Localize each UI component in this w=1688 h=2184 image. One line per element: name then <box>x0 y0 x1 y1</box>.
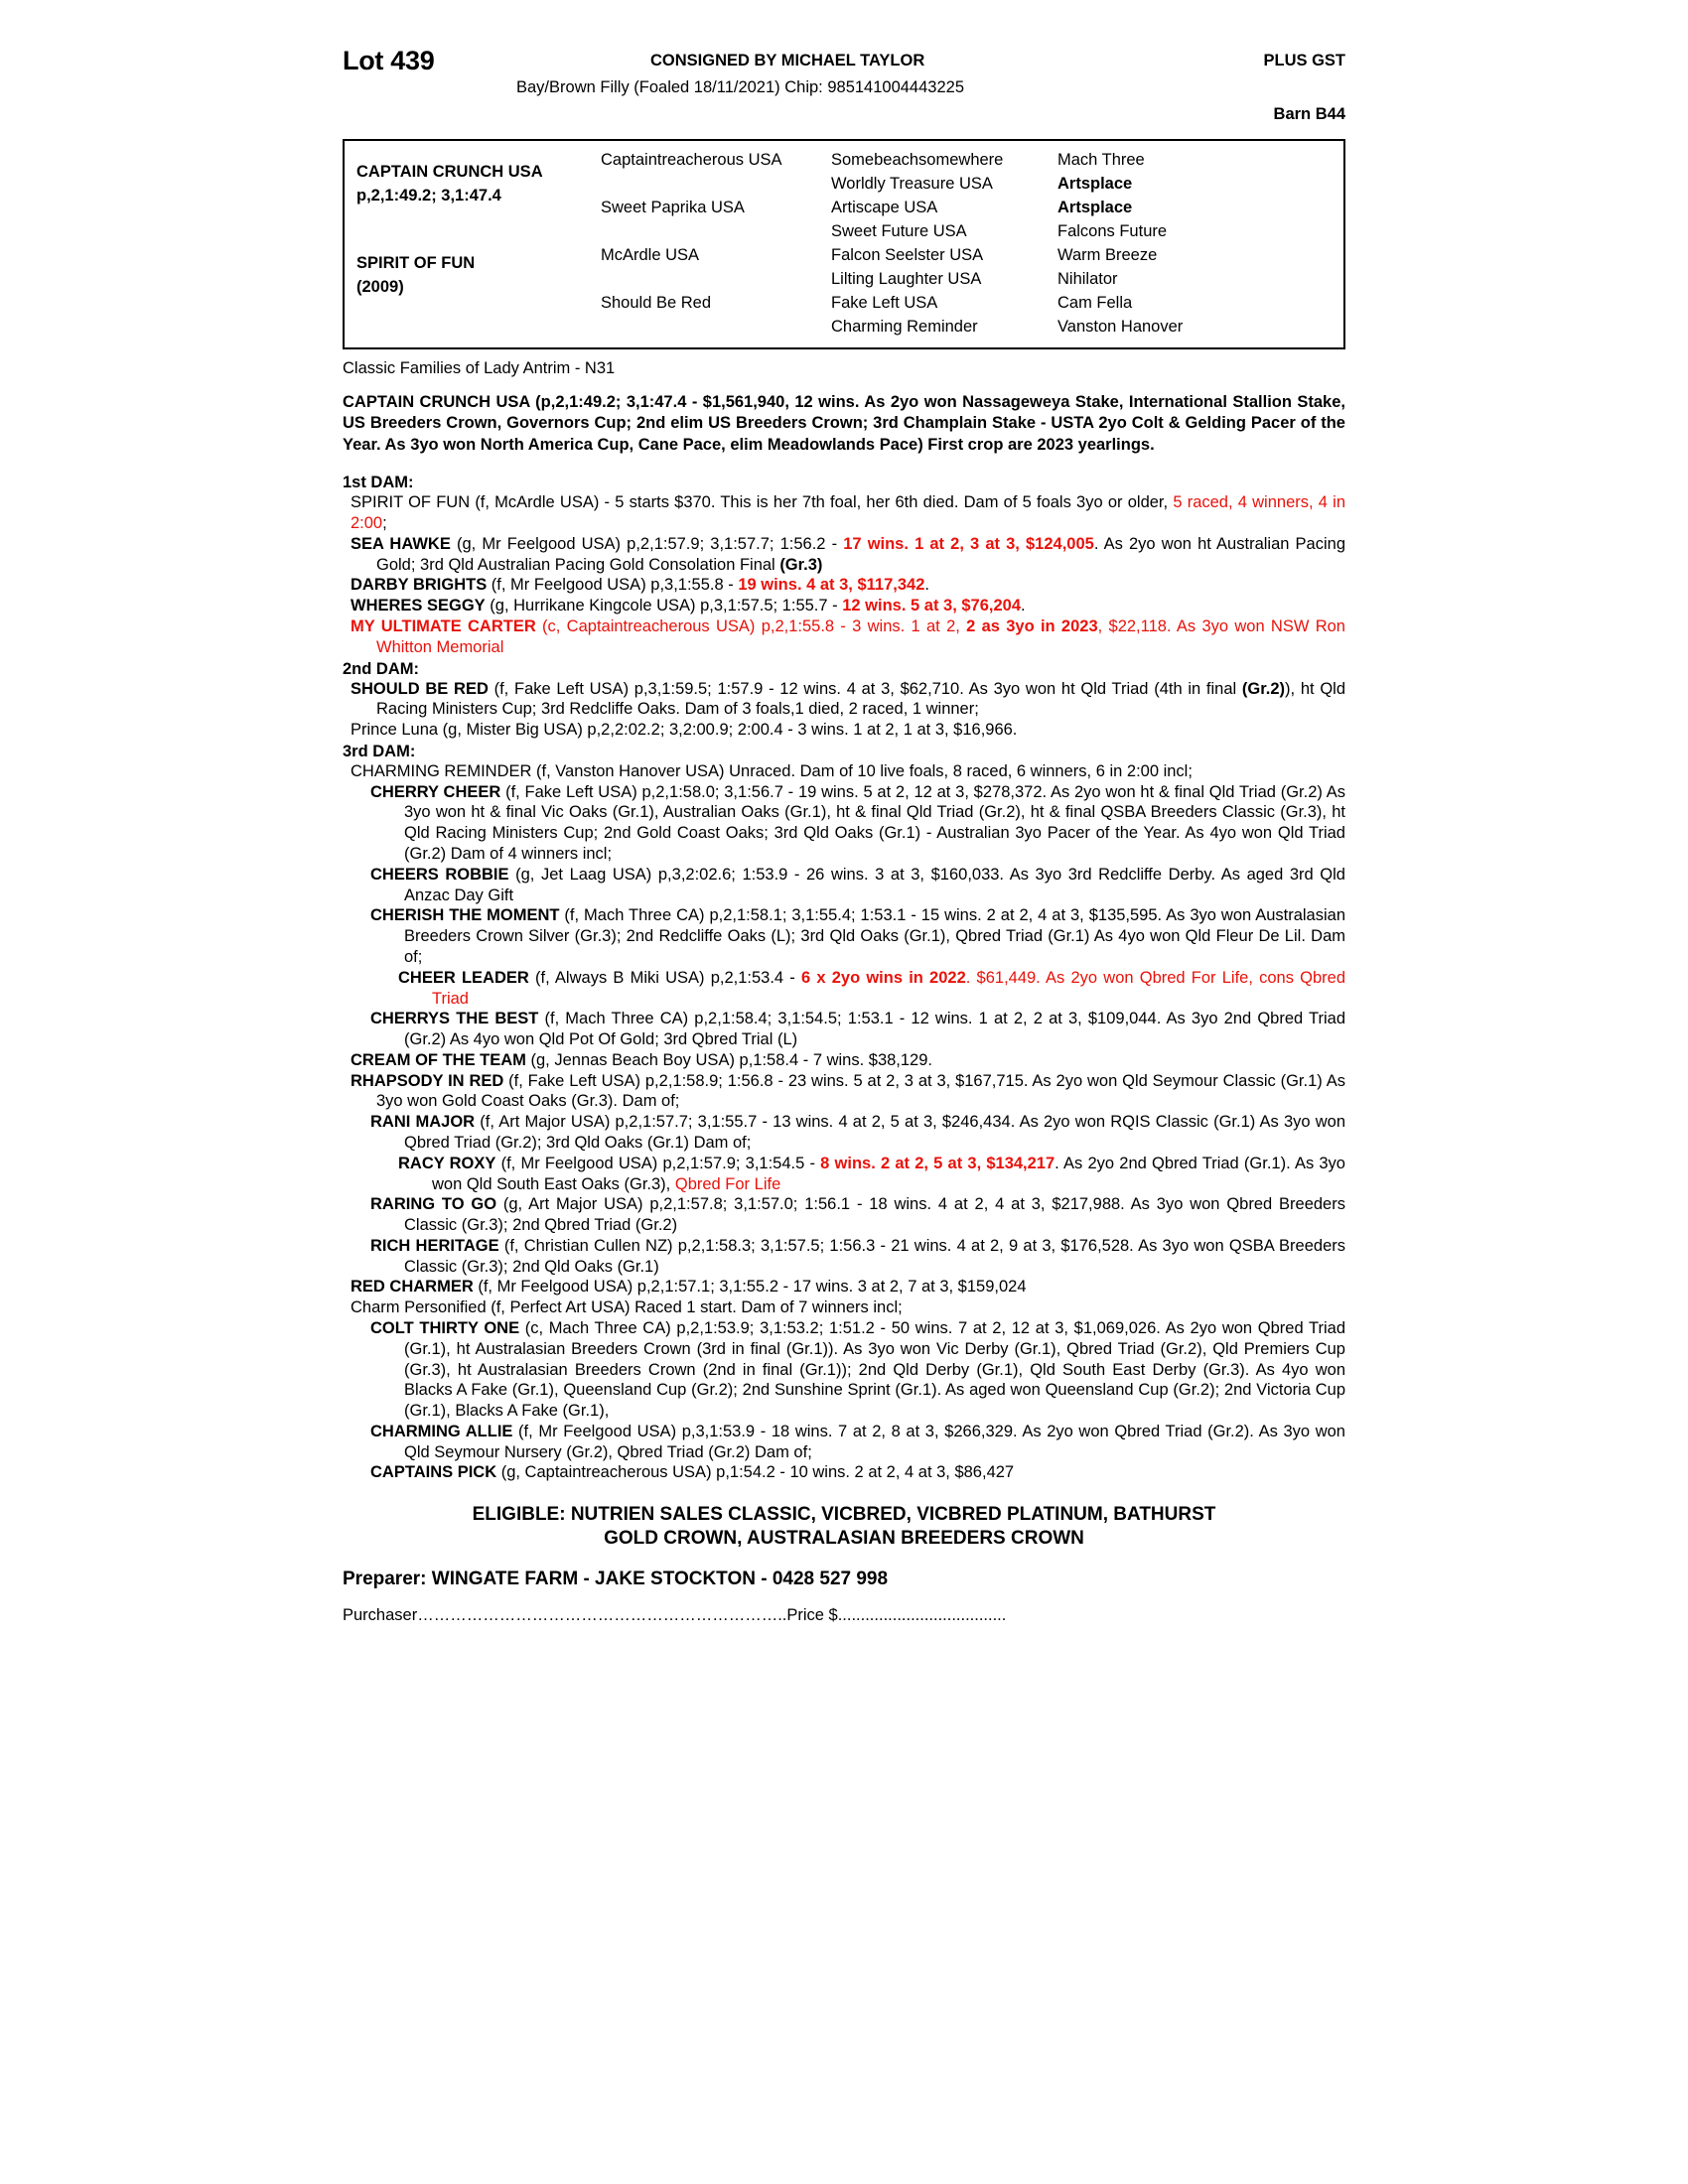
text2: . As 2yo 2nd Qbred Triad (Gr.1). As 3yo won Qld South East Oaks (Gr.3), <box>432 1154 1345 1193</box>
horse-name: DARBY BRIGHTS <box>351 576 488 595</box>
horse-name: RICH HERITAGE <box>370 1236 499 1255</box>
ggp-4: Falcons Future <box>1057 222 1168 240</box>
text: (f, Art Major USA) p,2,1:57.7; 3,1:55.7 - 13 wins. 4 at 2, 5 at 3, $246,434. As 2yo won RQIS Classic (Gr.1) As 3yo won Qbred Triad (Gr.2); 3rd Qld Oaks (Gr.1) Dam of; <box>404 1113 1346 1152</box>
sire-dam: Sweet Paprika USA <box>601 199 745 216</box>
plus-gst-label: PLUS GST <box>1263 52 1345 69</box>
text2: . <box>924 576 929 595</box>
text: (g, Hurrikane Kingcole USA) p,3,1:57.5; 1:55.7 - <box>485 597 843 615</box>
ggp-3: Artsplace <box>1057 199 1133 216</box>
entry-sea-hawke <box>343 534 1345 576</box>
highlight: 2 as 3yo in 2023 <box>966 617 1098 635</box>
eligibility-block <box>343 1503 1345 1551</box>
entry-red-charmer <box>343 1277 1345 1297</box>
highlight: 12 wins. 5 at 3, $76,204 <box>842 597 1022 615</box>
pedigree-table <box>343 139 1345 349</box>
gp-1: Somebeachsomewhere <box>831 151 1004 169</box>
animal-description: Bay/Brown Filly (Foaled 18/11/2021) Chip: 985141004443225 <box>516 78 964 96</box>
entry-charm-personified: Charm Personified (f, Perfect Art USA) Raced 1 start. Dam of 7 winners incl; <box>351 1298 903 1317</box>
highlight: 19 wins. 4 at 3, $117,342 <box>738 576 925 595</box>
gp-7: Fake Left USA <box>831 294 938 312</box>
text: (f, Mach Three CA) p,2,1:58.4; 3,1:54.5; 1:53.1 - 12 wins. 1 at 2, 2 at 3, $109,044. As 3yo 2nd Qbred Triad (Gr.2) As 4yo won Qld Pot Of Gold; 3rd Qbred Trial (L) <box>404 1010 1345 1049</box>
text: (c, Captaintreacherous USA) p,2,1:55.8 - 3 wins. 1 at 2, <box>535 617 967 635</box>
horse-name: CHERRYS THE BEST <box>370 1010 539 1028</box>
text2: . <box>1021 597 1026 615</box>
gp-2: Worldly Treasure USA <box>831 175 993 193</box>
ggp-1: Mach Three <box>1057 151 1145 169</box>
text2: . As 2yo won ht Australian Pacing Gold; 3rd Qld Australian Pacing Gold Consolation Final <box>376 534 1345 574</box>
sire-record: p,2,1:49.2; 3,1:47.4 <box>356 187 501 205</box>
gp-3: Artiscape USA <box>831 199 938 216</box>
text: (f, Mr Feelgood USA) p,2,1:57.9; 3,1:54.5 - <box>495 1154 821 1172</box>
entry-rhapsody-in-red <box>343 1071 1345 1113</box>
text: (f, Fake Left USA) p,3,1:59.5; 1:57.9 - 12 wins. 4 at 3, $62,710. As 3yo won ht Qld Triad (4th in final <box>488 679 1242 698</box>
dam-sire: McArdle USA <box>601 246 700 264</box>
entry-cheers-robbie <box>343 865 1345 906</box>
horse-name: CHEER LEADER <box>398 968 529 987</box>
ggp-6: Nihilator <box>1057 270 1118 288</box>
dam-dam: Should Be Red <box>601 294 711 312</box>
horse-name: RED CHARMER <box>351 1278 474 1297</box>
third-dam-heading: 3rd DAM: <box>343 742 416 760</box>
ggp-7: Cam Fella <box>1057 294 1133 312</box>
entry-colt-thirty-one <box>343 1318 1345 1422</box>
text2: , $22,118. As 3yo won NSW Ron Whitton Memorial <box>376 617 1345 656</box>
horse-name: RHAPSODY IN RED <box>351 1071 504 1090</box>
gp-6: Lilting Laughter USA <box>831 270 982 288</box>
text2: ), ht Qld Racing Ministers Cup; 3rd Redcliffe Oaks. Dam of 3 foals,1 died, 2 raced, 1 winner; <box>376 679 1345 719</box>
text: (f, Christian Cullen NZ) p,2,1:58.3; 3,1:57.5; 1:56.3 - 21 wins. 4 at 2, 9 at 3, $176,528. As 3yo won QSBA Breeders Classic (Gr.3); 2nd Qld Oaks (Gr.1) <box>404 1236 1345 1276</box>
entry-cherrys-the-best <box>343 1009 1345 1050</box>
horse-name: CHERISH THE MOMENT <box>370 906 560 925</box>
consignor-label: CONSIGNED BY MICHAEL TAYLOR <box>650 52 925 69</box>
gp-8: Charming Reminder <box>831 318 978 336</box>
entry-my-ultimate-carter <box>343 616 1345 658</box>
horse-name: SEA HAWKE <box>351 534 451 553</box>
text: (g, Jet Laag USA) p,3,2:02.6; 1:53.9 - 26 wins. 3 at 3, $160,033. As 3yo 3rd Redcliffe Derby. As aged 3rd Qld Anzac Day Gift <box>404 865 1345 904</box>
text: (f, Mr Feelgood USA) p,2,1:57.1; 3,1:55.2 - 17 wins. 3 at 2, 7 at 3, $159,024 <box>473 1278 1027 1297</box>
second-dam-heading: 2nd DAM: <box>343 659 419 678</box>
text: (f, Always B Miki USA) p,2,1:53.4 - <box>528 968 801 987</box>
classic-family-line: Classic Families of Lady Antrim - N31 <box>343 359 616 377</box>
entry-should-be-red <box>343 679 1345 721</box>
horse-name: COLT THIRTY ONE <box>370 1319 520 1337</box>
text: (f, Fake Left USA) p,2,1:58.0; 3,1:56.7 - 19 wins. 5 at 2, 12 at 3, $278,372. As 2yo won ht & final Qld Triad (Gr.2) As 3yo won ht & final Vic Oaks (Gr.1), Australian Oaks (Gr.1), ht & final Qld Triad (Gr.2), ht & final QSBA Breeders Classic (Gr.3), ht Qld Racing Ministers Cup; 2nd Gold Coast Oaks; 3rd Qld Oaks (Gr.1) - Australian 3yo Pacer of the Year. As 4yo won Qld Triad (Gr.2) Dam of 4 winners incl; <box>404 782 1346 864</box>
purchaser-line: Purchaser…………………………………………………………..Price $..................................... <box>343 1606 1007 1625</box>
entry-spirit-of-fun <box>343 492 1345 534</box>
text: SPIRIT OF FUN (f, McArdle USA) - 5 starts $370. This is her 7th foal, her 6th died. Dam of 5 foals 3yo or older, <box>351 493 1174 512</box>
highlight: 8 wins. 2 at 2, 5 at 3, $134,217 <box>820 1154 1055 1172</box>
horse-name: CHEERS ROBBIE <box>370 865 509 884</box>
entry-rani-major <box>343 1112 1345 1154</box>
horse-name: CHARMING ALLIE <box>370 1422 513 1440</box>
text: (f, Fake Left USA) p,2,1:58.9; 1:56.8 - 23 wins. 5 at 2, 3 at 3, $167,715. As 2yo won Qld Seymour Classic (Gr.1) As 3yo won Gold Coast Oaks (Gr.3). Dam of; <box>376 1071 1345 1111</box>
sire-name: CAPTAIN CRUNCH USA <box>356 163 543 181</box>
horse-name: MY ULTIMATE CARTER <box>351 617 536 635</box>
entry-rich-heritage <box>343 1236 1345 1278</box>
text: (f, Mach Three CA) p,2,1:58.1; 3,1:55.4; 1:53.1 - 15 wins. 2 at 2, 4 at 3, $135,595. As 3yo won Australasian Breeders Crown Silver (Gr.3); 2nd Redcliffe Oaks (L); 3rd Qld Oaks (Gr.1), Qbred Triad (Gr.1) As 4yo won Qld Fleur De Lil. Dam of; <box>404 906 1346 966</box>
gp-4: Sweet Future USA <box>831 222 967 240</box>
entry-charming-allie <box>343 1422 1345 1463</box>
highlight: 6 x 2yo wins in 2022 <box>800 968 966 987</box>
dam-name: SPIRIT OF FUN <box>356 254 476 272</box>
horse-name: WHERES SEGGY <box>351 597 486 615</box>
horse-name: CHERRY CHEER <box>370 782 501 801</box>
preparer-line: Preparer: WINGATE FARM - JAKE STOCKTON - 0428 527 998 <box>343 1569 889 1590</box>
gp-5: Falcon Seelster USA <box>831 246 984 264</box>
grade: (Gr.3) <box>779 555 823 574</box>
sire-blurb: CAPTAIN CRUNCH USA (p,2,1:49.2; 3,1:47.4 - $1,561,940, 12 wins. As 2yo won Nassageweya Stake, International Stallion Stake, US Breeders Crown, Governors Cup; 2nd elim US Breeders Crown; 3rd Champlain Stake - USTA 2yo Colt & Gelding Pacer of the Year. As 3yo won North America Cup, Cane Pace, elim Meadowlands Pace) First crop are 2023 yearlings. <box>343 393 1345 454</box>
lot-number: Lot 439 <box>343 46 435 75</box>
ggp-5: Warm Breeze <box>1057 246 1158 264</box>
text: (f, Mr Feelgood USA) p,3,1:55.8 - <box>487 576 739 595</box>
eligibility-line-1: ELIGIBLE: NUTRIEN SALES CLASSIC, VICBRED, VICBRED PLATINUM, BATHURST <box>472 1504 1216 1526</box>
horse-name: RANI MAJOR <box>370 1113 476 1132</box>
text2: . $61,449. As 2yo won Qbred For Life, cons Qbred Triad <box>432 968 1346 1008</box>
text: (g, Captaintreacherous USA) p,1:54.2 - 10 wins. 2 at 2, 4 at 3, $86,427 <box>496 1463 1015 1482</box>
entry-charming-reminder: CHARMING REMINDER (f, Vanston Hanover USA) Unraced. Dam of 10 live foals, 8 raced, 6 winners, 6 in 2:00 incl; <box>351 761 1193 780</box>
horse-name: CAPTAINS PICK <box>370 1463 497 1482</box>
entry-cherry-cheer <box>343 782 1345 865</box>
entry-wheres-seggy <box>343 596 1345 616</box>
entry-prince-luna: Prince Luna (g, Mister Big USA) p,2,2:02.2; 3,2:00.9; 2:00.4 - 3 wins. 1 at 2, 1 at 3, $16,966. <box>351 721 1018 740</box>
page-header <box>343 40 1345 131</box>
entry-cream-of-the-team <box>343 1050 1345 1071</box>
entry-cherish-the-moment <box>343 905 1345 967</box>
highlight: 5 raced, 4 winners, 4 in 2:00 <box>351 493 1346 533</box>
dam-year: (2009) <box>356 278 404 296</box>
entry-raring-to-go <box>343 1194 1345 1236</box>
text3: Qbred For Life <box>674 1174 781 1193</box>
horse-name: RARING TO GO <box>370 1195 497 1214</box>
barn-label: Barn B44 <box>1273 105 1345 123</box>
entry-cheer-leader <box>343 968 1345 1010</box>
text-end: ; <box>382 514 387 533</box>
grade: (Gr.2) <box>1241 679 1286 698</box>
entry-captains-pick <box>343 1462 1345 1483</box>
text: (g, Mr Feelgood USA) p,2,1:57.9; 3,1:57.7; 1:56.2 - <box>450 534 844 553</box>
entry-darby-brights <box>343 575 1345 596</box>
ggp-2: Artsplace <box>1057 175 1133 193</box>
entry-racy-roxy <box>343 1154 1345 1195</box>
text: (c, Mach Three CA) p,2,1:53.9; 3,1:53.2; 1:51.2 - 50 wins. 7 at 2, 12 at 3, $1,069,026. As 2yo won Qbred Triad (Gr.1), ht Australasian Breeders Crown (3rd in final (Gr.1)). As 3yo won Vic Derby (Gr.1), Qbred Triad (Gr.2), Qld Premiers Cup (Gr.3), ht Australasian Breeders Crown (2nd in final (Gr.1)); 2nd Qld Derby (Gr.1), Qld South East Derby (Gr.3). As 4yo won Blacks A Fake (Gr.1), Queensland Cup (Gr.2); 2nd Sunshine Sprint (Gr.1). As aged won Queensland Cup (Gr.2); 2nd Victoria Cup (Gr.1), Blacks A Fake (Gr.1), <box>404 1319 1346 1421</box>
catalogue-sheet <box>343 40 1345 1625</box>
first-dam-heading: 1st DAM: <box>343 474 414 492</box>
sire-sire: Captaintreacherous USA <box>601 151 782 169</box>
text: (g, Jennas Beach Boy USA) p,1:58.4 - 7 wins. $38,129. <box>525 1050 932 1069</box>
horse-name: SHOULD BE RED <box>351 679 489 698</box>
ggp-8: Vanston Hanover <box>1057 318 1184 336</box>
eligibility-line-2: GOLD CROWN, AUSTRALASIAN BREEDERS CROWN <box>604 1528 1084 1550</box>
text: (g, Art Major USA) p,2,1:57.8; 3,1:57.0; 1:56.1 - 18 wins. 4 at 2, 4 at 3, $217,988. As 3yo won Qbred Breeders Classic (Gr.3); 2nd Qbred Triad (Gr.2) <box>404 1195 1345 1235</box>
text: (f, Mr Feelgood USA) p,3,1:53.9 - 18 wins. 7 at 2, 8 at 3, $266,329. As 2yo won Qbred Triad (Gr.2). As 3yo won Qld Seymour Nursery (Gr.2), Qbred Triad (Gr.2) Dam of; <box>404 1422 1345 1461</box>
highlight: 17 wins. 1 at 2, 3 at 3, $124,005 <box>843 534 1094 553</box>
horse-name: RACY ROXY <box>398 1154 496 1172</box>
horse-name: CREAM OF THE TEAM <box>351 1050 526 1069</box>
